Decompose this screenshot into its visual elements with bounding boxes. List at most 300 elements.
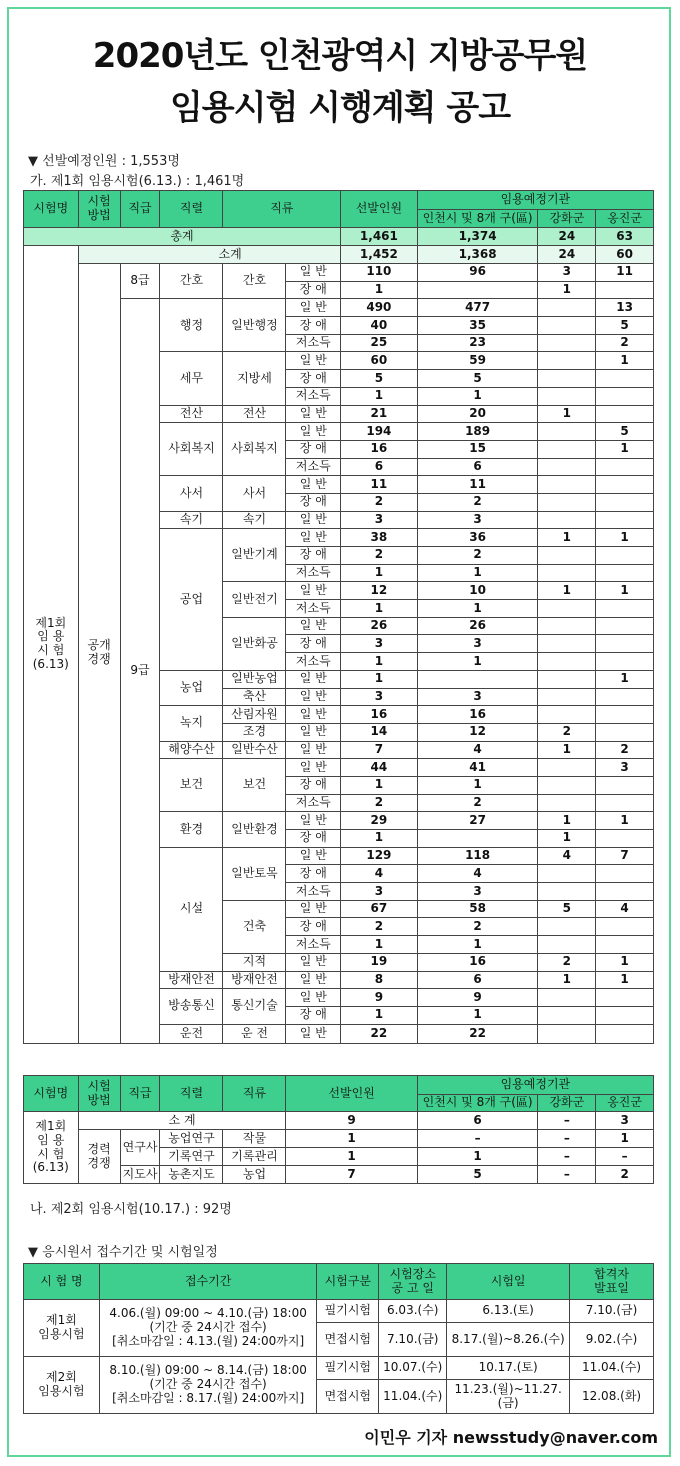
type-cell: 전산 (223, 405, 286, 423)
value-cell: 2 (341, 493, 418, 511)
schedule-venue-date: 6.03.(수) (379, 1300, 447, 1323)
value-cell (596, 511, 654, 529)
value-cell: 1 (538, 971, 596, 989)
category-cell: 일 반 (286, 759, 341, 777)
header-ongjin: 옹진군 (596, 1095, 654, 1112)
schedule-exam-date: 8.17.(월)~8.26.(수) (447, 1323, 570, 1357)
value-cell: 67 (341, 900, 418, 918)
table-row (24, 264, 654, 282)
value-cell: 4 (417, 741, 538, 759)
category-cell: 장 애 (286, 493, 341, 511)
value-cell: 1 (538, 741, 596, 759)
value-cell: 477 (417, 299, 538, 317)
career-type-cell: 작물 (223, 1130, 286, 1148)
value-cell: 4 (341, 865, 418, 883)
value-cell: 1 (341, 1006, 418, 1024)
table-row (24, 1357, 654, 1380)
value-cell: 12 (341, 582, 418, 600)
subtotal-inc: 1,368 (417, 246, 538, 264)
value-cell: 1 (538, 812, 596, 830)
career-value-cell: 5 (417, 1166, 538, 1184)
category-cell: 일 반 (286, 953, 341, 971)
value-cell: 35 (417, 317, 538, 335)
series-cell: 보건 (160, 759, 223, 812)
value-cell (538, 387, 596, 405)
category-cell: 저소득 (286, 600, 341, 618)
value-cell: 2 (341, 918, 418, 936)
category-cell: 장 애 (286, 1006, 341, 1024)
value-cell: 5 (538, 900, 596, 918)
value-cell: 44 (341, 759, 418, 777)
subtotal-sel: 1,452 (341, 246, 418, 264)
career-grade-cell: 연구사 (120, 1130, 160, 1166)
value-cell: 2 (341, 547, 418, 565)
value-cell: 3 (341, 883, 418, 901)
header-type: 직류 (223, 191, 341, 228)
career-series-cell: 농업연구 (160, 1130, 223, 1148)
value-cell: 2 (538, 723, 596, 741)
page-title: 2020년도 인천광역시 지방공무원 (92, 36, 588, 76)
value-cell (538, 352, 596, 370)
value-cell (538, 776, 596, 794)
value-cell: 1 (417, 564, 538, 582)
value-cell: 7 (341, 741, 418, 759)
category-cell: 일 반 (286, 529, 341, 547)
career-value-cell: – (596, 1148, 654, 1166)
value-cell: 11 (341, 476, 418, 494)
series-cell: 사서 (160, 476, 223, 511)
value-cell (596, 547, 654, 565)
type-cell: 산림자원 (223, 706, 286, 724)
value-cell: 3 (341, 511, 418, 529)
series-cell: 공업 (160, 529, 223, 671)
subtotal-label: 소계 (120, 246, 340, 264)
schedule-venue-date: 11.04.(수) (379, 1380, 447, 1414)
value-cell (596, 936, 654, 954)
value-cell: 96 (417, 264, 538, 282)
value-cell (538, 458, 596, 476)
category-cell: 저소득 (286, 794, 341, 812)
category-cell: 장 애 (286, 635, 341, 653)
value-cell: 1 (596, 953, 654, 971)
value-cell: 5 (341, 370, 418, 388)
value-cell: 1 (341, 830, 418, 848)
value-cell (538, 617, 596, 635)
header-selection: 선발인원 (286, 1076, 417, 1112)
value-cell: 6 (417, 971, 538, 989)
category-cell: 저소득 (286, 653, 341, 671)
career-type-cell: 기록관리 (223, 1148, 286, 1166)
value-cell (538, 865, 596, 883)
schedule-venue-date: 7.10.(금) (379, 1323, 447, 1357)
category-cell: 저소득 (286, 387, 341, 405)
value-cell: 7 (596, 847, 654, 865)
category-cell: 일 반 (286, 476, 341, 494)
category-cell: 장 애 (286, 830, 341, 848)
note-second: 나. 제2회 임용시험(10.17.) : 92명 (30, 1202, 232, 1217)
category-cell: 일 반 (286, 812, 341, 830)
grade-9-cell: 9급 (120, 299, 160, 1043)
category-cell: 장 애 (286, 440, 341, 458)
category-cell: 일 반 (286, 989, 341, 1007)
value-cell (538, 493, 596, 511)
value-cell: 36 (417, 529, 538, 547)
career-subtotal-inc: 6 (417, 1112, 538, 1130)
category-cell: 일 반 (286, 617, 341, 635)
value-cell: 1 (341, 936, 418, 954)
value-cell: 1 (596, 582, 654, 600)
value-cell (538, 706, 596, 724)
value-cell: 58 (417, 900, 538, 918)
category-cell: 장 애 (286, 281, 341, 299)
category-cell: 저소득 (286, 936, 341, 954)
series-cell: 속기 (160, 511, 223, 529)
value-cell: 3 (417, 635, 538, 653)
value-cell: 1 (538, 529, 596, 547)
series-cell: 환경 (160, 812, 223, 847)
value-cell: 8 (341, 971, 418, 989)
schedule-header: 합격자 발표일 (570, 1264, 654, 1300)
value-cell: 16 (417, 706, 538, 724)
value-cell (596, 865, 654, 883)
value-cell: 1 (538, 281, 596, 299)
value-cell: 3 (417, 688, 538, 706)
career-series-cell: 기록연구 (160, 1148, 223, 1166)
value-cell: 40 (341, 317, 418, 335)
value-cell (538, 600, 596, 618)
value-cell (596, 794, 654, 812)
value-cell: 1 (538, 405, 596, 423)
category-cell: 일 반 (286, 264, 341, 282)
type-cell: 일반전기 (223, 582, 286, 617)
schedule-venue-date: 10.07.(수) (379, 1357, 447, 1380)
type-cell: 통신기술 (223, 989, 286, 1024)
schedule-header: 시험장소 공 고 일 (379, 1264, 447, 1300)
type-cell: 간호 (223, 264, 286, 299)
table-row (24, 1112, 654, 1130)
table-row (24, 228, 654, 246)
value-cell (538, 794, 596, 812)
category-cell: 장 애 (286, 776, 341, 794)
value-cell: 9 (341, 989, 418, 1007)
value-cell: 15 (417, 440, 538, 458)
schedule-result-date: 7.10.(금) (570, 1300, 654, 1323)
header-selection: 선발인원 (341, 191, 418, 228)
value-cell: 26 (341, 617, 418, 635)
header-incheon: 인천시 및 8개 구(區) (417, 210, 538, 228)
value-cell (538, 334, 596, 352)
schedule-exam-date: 10.17.(토) (447, 1357, 570, 1380)
value-cell: 3 (596, 759, 654, 777)
schedule-header: 접수기간 (99, 1264, 317, 1300)
series-cell: 방송통신 (160, 989, 223, 1024)
career-subtotal-label: 소 계 (78, 1112, 286, 1130)
value-cell: 1 (341, 600, 418, 618)
value-cell: 129 (341, 847, 418, 865)
schedule-type: 필기시험 (317, 1357, 379, 1380)
value-cell: 22 (417, 1024, 538, 1043)
type-cell: 조경 (223, 723, 286, 741)
table-row (24, 1076, 654, 1095)
value-cell (538, 511, 596, 529)
category-cell: 저소득 (286, 334, 341, 352)
career-grade-cell: 지도사 (120, 1166, 160, 1184)
value-cell: 1 (538, 830, 596, 848)
type-cell: 속기 (223, 511, 286, 529)
value-cell: 1 (341, 670, 418, 688)
type-cell: 지적 (223, 953, 286, 971)
value-cell (596, 706, 654, 724)
value-cell: 41 (417, 759, 538, 777)
page-subtitle: 임용시험 시행계획 공고 (169, 88, 511, 128)
career-value-cell: 1 (286, 1130, 417, 1148)
series-cell: 운전 (160, 1024, 223, 1043)
category-cell: 장 애 (286, 865, 341, 883)
value-cell: 110 (341, 264, 418, 282)
category-cell: 저소득 (286, 458, 341, 476)
value-cell: 5 (596, 423, 654, 441)
header-method: 시험 방법 (78, 191, 120, 228)
type-cell: 건축 (223, 900, 286, 953)
value-cell: 2 (538, 953, 596, 971)
total-inc: 1,374 (417, 228, 538, 246)
value-cell: 27 (417, 812, 538, 830)
career-value-cell: 7 (286, 1166, 417, 1184)
value-cell: 60 (341, 352, 418, 370)
total-label: 총계 (24, 228, 341, 246)
table-row (24, 1130, 654, 1148)
category-cell: 일 반 (286, 511, 341, 529)
career-value-cell: 1 (286, 1148, 417, 1166)
value-cell (538, 936, 596, 954)
table-row (24, 246, 654, 264)
subtotal-oj: 60 (596, 246, 654, 264)
career-type-cell: 농업 (223, 1166, 286, 1184)
career-series-cell: 농촌지도 (160, 1166, 223, 1184)
category-cell: 일 반 (286, 688, 341, 706)
career-exam-cell: 제1회 임 용 시 험 (6.13) (24, 1112, 79, 1184)
value-cell (417, 670, 538, 688)
schedule-header: 시 험 명 (24, 1264, 100, 1300)
schedule-exam-date: 11.23.(월)~11.27.(금) (447, 1380, 570, 1414)
career-subtotal-oj: 3 (596, 1112, 654, 1130)
method-open-cell: 공개 경쟁 (78, 264, 120, 1044)
series-cell: 행정 (160, 299, 223, 352)
category-cell: 장 애 (286, 317, 341, 335)
category-cell: 일 반 (286, 741, 341, 759)
career-value-cell: 1 (417, 1148, 538, 1166)
value-cell: 4 (417, 865, 538, 883)
category-cell: 일 반 (286, 352, 341, 370)
value-cell: 21 (341, 405, 418, 423)
header-agency: 임용예정기관 (417, 1076, 653, 1095)
type-cell: 일반행정 (223, 299, 286, 352)
value-cell (596, 989, 654, 1007)
type-cell: 사회복지 (223, 423, 286, 476)
value-cell (538, 653, 596, 671)
series-cell: 사회복지 (160, 423, 223, 476)
total-sel: 1,461 (341, 228, 418, 246)
value-cell: 118 (417, 847, 538, 865)
value-cell (417, 281, 538, 299)
first-exam-table (23, 190, 654, 1044)
value-cell: 2 (596, 334, 654, 352)
value-cell: 490 (341, 299, 418, 317)
value-cell: 5 (596, 317, 654, 335)
value-cell (538, 759, 596, 777)
value-cell (538, 299, 596, 317)
value-cell: 2 (341, 794, 418, 812)
value-cell: 1 (417, 600, 538, 618)
schedule-period: 8.10.(월) 09:00 ~ 8.14.(금) 18:00 (기간 중 24시간 접수) [취소마감일 : 8.17.(월) 24:00까지] (99, 1357, 317, 1414)
value-cell: 9 (417, 989, 538, 1007)
value-cell (596, 564, 654, 582)
byline: 이민우 기자 newsstudy@naver.com (364, 1428, 658, 1447)
career-value-cell: 2 (596, 1166, 654, 1184)
value-cell: 4 (596, 900, 654, 918)
value-cell (596, 493, 654, 511)
value-cell: 2 (417, 918, 538, 936)
career-value-cell: 1 (596, 1130, 654, 1148)
table-row (24, 1264, 654, 1300)
header-grade: 직급 (120, 1076, 160, 1112)
value-cell (596, 387, 654, 405)
value-cell (596, 370, 654, 388)
schedule-period: 4.06.(월) 09:00 ~ 4.10.(금) 18:00 (기간 중 24시간 접수) [취소마감일 : 4.13.(월) 24:00까지] (99, 1300, 317, 1357)
series-cell: 녹지 (160, 706, 223, 741)
category-cell: 일 반 (286, 670, 341, 688)
value-cell: 11 (417, 476, 538, 494)
subtotal-gh: 24 (538, 246, 596, 264)
value-cell: 6 (341, 458, 418, 476)
schedule-type: 면접시험 (317, 1323, 379, 1357)
schedule-exam-date: 6.13.(토) (447, 1300, 570, 1323)
value-cell (538, 423, 596, 441)
value-cell (538, 989, 596, 1007)
schedule-header: 시험구분 (317, 1264, 379, 1300)
type-cell: 일반토목 (223, 847, 286, 900)
value-cell: 5 (417, 370, 538, 388)
value-cell (538, 440, 596, 458)
value-cell: 20 (417, 405, 538, 423)
category-cell: 저소득 (286, 883, 341, 901)
value-cell: 1 (538, 582, 596, 600)
value-cell (538, 1006, 596, 1024)
category-cell: 장 애 (286, 547, 341, 565)
value-cell (538, 883, 596, 901)
value-cell: 11 (596, 264, 654, 282)
value-cell (596, 776, 654, 794)
value-cell (538, 476, 596, 494)
schedule-type: 필기시험 (317, 1300, 379, 1323)
total-oj: 63 (596, 228, 654, 246)
value-cell (596, 617, 654, 635)
value-cell (596, 635, 654, 653)
value-cell: 1 (417, 653, 538, 671)
value-cell: 1 (596, 529, 654, 547)
value-cell (596, 688, 654, 706)
value-cell: 16 (341, 706, 418, 724)
value-cell: 3 (417, 511, 538, 529)
value-cell: 1 (596, 670, 654, 688)
value-cell: 2 (417, 794, 538, 812)
career-value-cell: – (538, 1166, 596, 1184)
series-cell: 세무 (160, 352, 223, 405)
value-cell (596, 1024, 654, 1043)
value-cell: 1 (417, 387, 538, 405)
value-cell (596, 476, 654, 494)
value-cell: 6 (417, 458, 538, 476)
career-value-cell: – (417, 1130, 538, 1148)
career-value-cell: – (538, 1148, 596, 1166)
value-cell (596, 458, 654, 476)
value-cell (538, 1024, 596, 1043)
schedule-result-date: 11.04.(수) (570, 1357, 654, 1380)
note-schedule: ▼ 응시원서 접수기간 및 시험일정 (28, 1245, 218, 1260)
header-agency: 임용예정기관 (417, 191, 653, 210)
value-cell: 4 (538, 847, 596, 865)
series-cell: 시설 (160, 847, 223, 971)
value-cell (538, 635, 596, 653)
value-cell: 1 (596, 352, 654, 370)
type-cell: 일반농업 (223, 670, 286, 688)
header-method: 시험 방법 (78, 1076, 120, 1112)
header-ganghwa: 강화군 (538, 210, 596, 228)
category-cell: 일 반 (286, 405, 341, 423)
value-cell: 1 (596, 971, 654, 989)
type-cell: 운 전 (223, 1024, 286, 1043)
type-cell: 축산 (223, 688, 286, 706)
header-incheon: 인천시 및 8개 구(區) (417, 1095, 538, 1112)
career-subtotal-sel: 9 (286, 1112, 417, 1130)
type-cell: 사서 (223, 476, 286, 511)
value-cell: 1 (341, 776, 418, 794)
series-cell: 방재안전 (160, 971, 223, 989)
value-cell: 38 (341, 529, 418, 547)
category-cell: 장 애 (286, 370, 341, 388)
category-cell: 일 반 (286, 900, 341, 918)
value-cell: 22 (341, 1024, 418, 1043)
value-cell (596, 600, 654, 618)
value-cell: 23 (417, 334, 538, 352)
schedule-table (23, 1263, 654, 1414)
career-method-cell: 경력 경쟁 (78, 1130, 120, 1184)
schedule-exam-name: 제1회 임용시험 (24, 1300, 100, 1357)
value-cell: 1 (417, 776, 538, 794)
value-cell: 14 (341, 723, 418, 741)
career-table (23, 1075, 654, 1184)
type-cell: 일반수산 (223, 741, 286, 759)
type-cell: 보건 (223, 759, 286, 812)
value-cell: 194 (341, 423, 418, 441)
schedule-result-date: 9.02.(수) (570, 1323, 654, 1357)
value-cell (596, 883, 654, 901)
value-cell: 189 (417, 423, 538, 441)
value-cell: 19 (341, 953, 418, 971)
schedule-exam-name: 제2회 임용시험 (24, 1357, 100, 1414)
schedule-type: 면접시험 (317, 1380, 379, 1414)
value-cell (538, 564, 596, 582)
header-exam-name: 시험명 (24, 191, 79, 228)
header-ongjin: 옹진군 (596, 210, 654, 228)
career-subtotal-gh: – (538, 1112, 596, 1130)
note-total: ▼ 선발예정인원 : 1,553명 (28, 154, 180, 169)
value-cell (596, 405, 654, 423)
value-cell: 1 (341, 564, 418, 582)
value-cell: 3 (538, 264, 596, 282)
series-cell: 해양수산 (160, 741, 223, 759)
header-exam-name: 시험명 (24, 1076, 79, 1112)
